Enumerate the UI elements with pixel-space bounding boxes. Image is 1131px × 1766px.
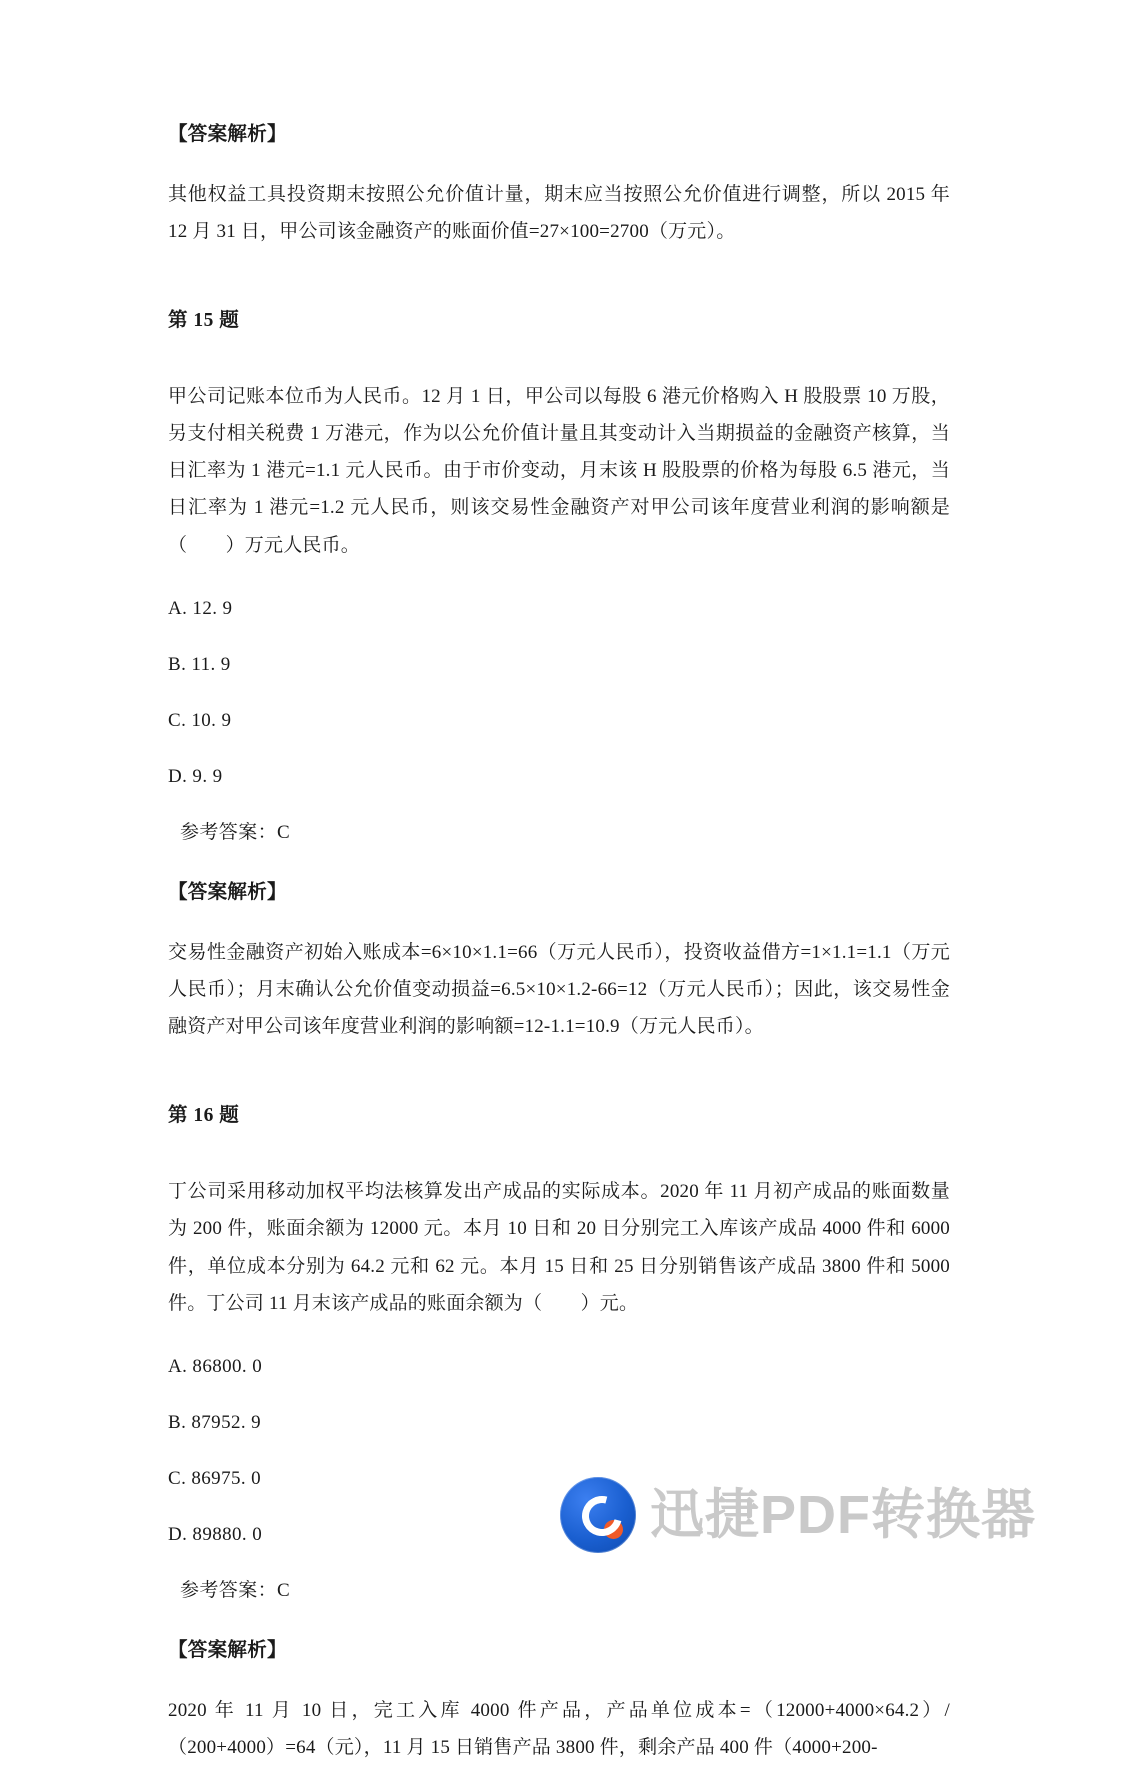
option-d-15 (168, 759, 950, 795)
paragraph: 其他权益工具投资期末按照公允价值计量，期末应当按照公允价值进行调整，所以 2015 年 12 月 31 日，甲公司该金融资产的账面价值=27×100=2700（万元）。 (168, 184, 950, 243)
spacer (168, 1665, 950, 1692)
logo-dot-icon (604, 1520, 623, 1539)
answer-analysis-body-2 (168, 934, 950, 1045)
spacer (168, 795, 950, 815)
answer-analysis-heading-2 (168, 878, 950, 907)
spacer (168, 564, 950, 591)
watermark-text: 迅捷PDF转换器 (650, 1485, 1036, 1545)
answer-analysis-body-1 (168, 176, 950, 250)
spacer (168, 351, 950, 378)
question-heading-16 (168, 1099, 950, 1127)
option-a-16 (168, 1349, 950, 1385)
reference-answer-15 (168, 815, 950, 851)
section-heading: 【答案解析】 (168, 882, 287, 904)
question-number: 第 15 题 (168, 309, 240, 331)
option-text: C. 10. 9 (168, 709, 232, 731)
answer-analysis-body-3 (168, 1692, 950, 1766)
option-b-16 (168, 1405, 950, 1441)
spacer (168, 851, 950, 878)
option-a-15 (168, 591, 950, 627)
spacer (168, 1146, 950, 1173)
answer-analysis-heading-1 (168, 120, 950, 149)
option-b-15 (168, 647, 950, 683)
xunjie-logo-icon (560, 1477, 636, 1553)
spacer (168, 1609, 950, 1636)
spacer (168, 1441, 950, 1461)
question-body-16 (168, 1173, 950, 1321)
spacer (168, 250, 950, 284)
option-text: A. 86800. 0 (168, 1355, 263, 1377)
paragraph: 2020 年 11 月 10 日，完工入库 4000 件产品，产品单位成本=（12000+4000×64.2）/（200+4000）=64（元），11 月 15 日销售产品 3800 件，剩余产品 400 件（4000+200- (168, 1700, 950, 1759)
paragraph: 丁公司采用移动加权平均法核算发出产成品的实际成本。2020 年 11 月初产成品的账面数量为 200 件，账面余额为 12000 元。本月 10 日和 20 日分别完工入库该产成品 4000 件和 6000 件，单位成本分别为 64.2 元和 62 元。本月 15 日和 25 日分别销售该产成品 3800 件和 5000 件。丁公司 11 月末该产成品的账面余额为（ ）元。 (168, 1181, 950, 1314)
spacer (168, 683, 950, 703)
option-text: D. 89880. 0 (168, 1523, 263, 1545)
option-text: D. 9. 9 (168, 765, 223, 787)
answer-analysis-heading-3 (168, 1636, 950, 1665)
option-c-15 (168, 703, 950, 739)
option-text: A. 12. 9 (168, 597, 233, 619)
spacer (168, 1322, 950, 1349)
paragraph: 甲公司记账本位币为人民币。12 月 1 日，甲公司以每股 6 港元价格购入 H 股股票 10 万股，另支付相关税费 1 万港元，作为以公允价值计量且其变动计入当期损益的金融资产核算，当日汇率为 1 港元=1.1 元人民币。由于市价变动，月末该 H 股股票的价格为每股 6.5 港元，当日汇率为 1 港元=1.2 元人民币，则该交易性金融资产对甲公司该年度营业利润的影响额是（ ）万元人民币。 (168, 386, 950, 556)
reference-answer-text: 参考答案：C (180, 821, 291, 843)
option-text: B. 11. 9 (168, 653, 231, 675)
option-text: B. 87952. 9 (168, 1411, 262, 1433)
reference-answer-text: 参考答案：C (180, 1580, 291, 1601)
spacer (168, 627, 950, 647)
spacer (168, 1045, 950, 1079)
reference-answer-16 (168, 1573, 950, 1609)
watermark (560, 1470, 1080, 1560)
spacer (168, 1385, 950, 1405)
spacer (168, 149, 950, 176)
question-heading-15 (168, 304, 950, 332)
spacer (168, 907, 950, 934)
question-body-15 (168, 378, 950, 563)
section-heading: 【答案解析】 (168, 124, 287, 145)
section-heading: 【答案解析】 (168, 1640, 287, 1662)
paragraph: 交易性金融资产初始入账成本=6×10×1.1=66（万元人民币），投资收益借方=1×1.1=1.1（万元人民币）；月末确认公允价值变动损益=6.5×10×1.2-66=12（万元人民币）；因此，该交易性金融资产对甲公司该年度营业利润的影响额=12-1.1=10.9（万元人民币）。 (168, 942, 950, 1038)
option-text: C. 86975. 0 (168, 1467, 262, 1489)
spacer (168, 739, 950, 759)
question-number: 第 16 题 (168, 1104, 240, 1126)
